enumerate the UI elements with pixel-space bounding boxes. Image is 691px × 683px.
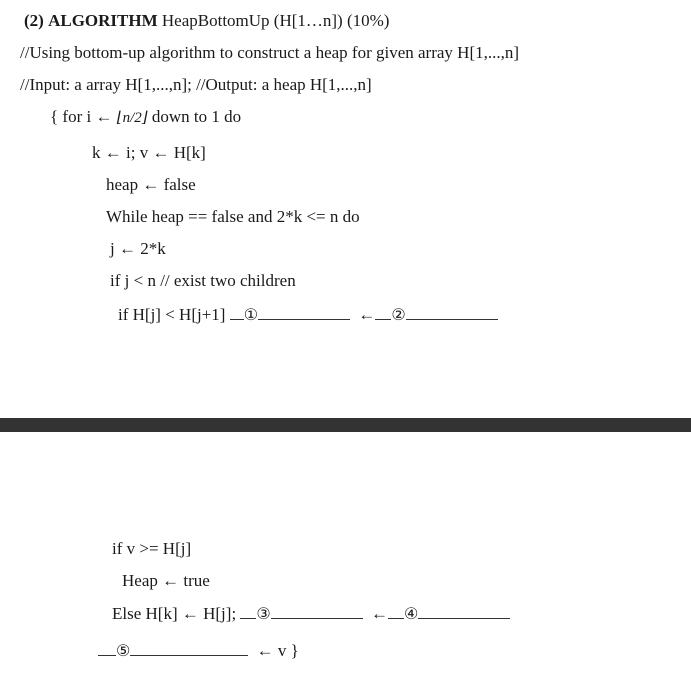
blank-2[interactable] xyxy=(406,305,498,320)
final-tail: ← v } xyxy=(256,641,299,660)
blank-2-marker: ② xyxy=(391,307,406,324)
blank-1[interactable] xyxy=(258,305,350,320)
page-divider xyxy=(0,418,691,432)
score-weight: (10%) xyxy=(346,11,390,30)
if-compare-text: if H[j] < H[j+1] xyxy=(118,305,226,324)
arrow-3: ← xyxy=(371,604,389,623)
if-children-line: if j < n // exist two children xyxy=(110,271,296,290)
blank-3-lead xyxy=(240,604,256,619)
blank-4-lead xyxy=(388,604,404,619)
blank-4-marker: ④ xyxy=(404,606,419,623)
if-compare-line xyxy=(118,304,498,326)
heap-false-line: heap ← false xyxy=(106,175,196,194)
arrow-1: ← xyxy=(358,305,376,324)
blank-3-marker: ③ xyxy=(256,606,271,623)
assign-kv-line: k ← i; v ← H[k] xyxy=(92,143,206,162)
for-prefix: { for i ← xyxy=(50,107,113,126)
else-assign-text: Else H[k] ← H[j]; xyxy=(112,604,237,623)
final-line xyxy=(98,640,299,662)
blank-5-marker: ⑤ xyxy=(116,643,131,660)
blank-5-lead xyxy=(98,641,116,656)
blank-1-marker: ① xyxy=(243,307,259,324)
if-v-line: if v >= H[j] xyxy=(112,539,192,558)
comment-io: //Input: a array H[1,...,n]; //Output: a heap H[1,...,n] xyxy=(20,75,372,94)
blank-4[interactable] xyxy=(418,604,510,619)
while-line: While heap == false and 2*k <= n do xyxy=(106,207,360,226)
j-assign-line: j ← 2*k xyxy=(110,239,166,258)
floor-expression: ⌊n/2⌋ xyxy=(116,110,148,126)
blank-2-lead xyxy=(375,305,391,320)
heap-true-line: Heap ← true xyxy=(122,571,210,590)
blank-5[interactable] xyxy=(130,641,248,656)
comment-purpose: //Using bottom-up algorithm to construct a heap for given array H[1,...,n] xyxy=(20,43,520,62)
algorithm-name: HeapBottomUp (H[1…n]) xyxy=(161,11,343,30)
blank-1-lead xyxy=(230,305,244,320)
for-suffix: down to 1 do xyxy=(151,107,242,126)
algorithm-keyword: ALGORITHM xyxy=(48,11,158,30)
section-number: (2) xyxy=(24,11,44,30)
algorithm-title xyxy=(24,10,389,32)
for-loop-line xyxy=(50,106,241,129)
blank-3[interactable] xyxy=(271,604,363,619)
else-line xyxy=(112,603,510,625)
